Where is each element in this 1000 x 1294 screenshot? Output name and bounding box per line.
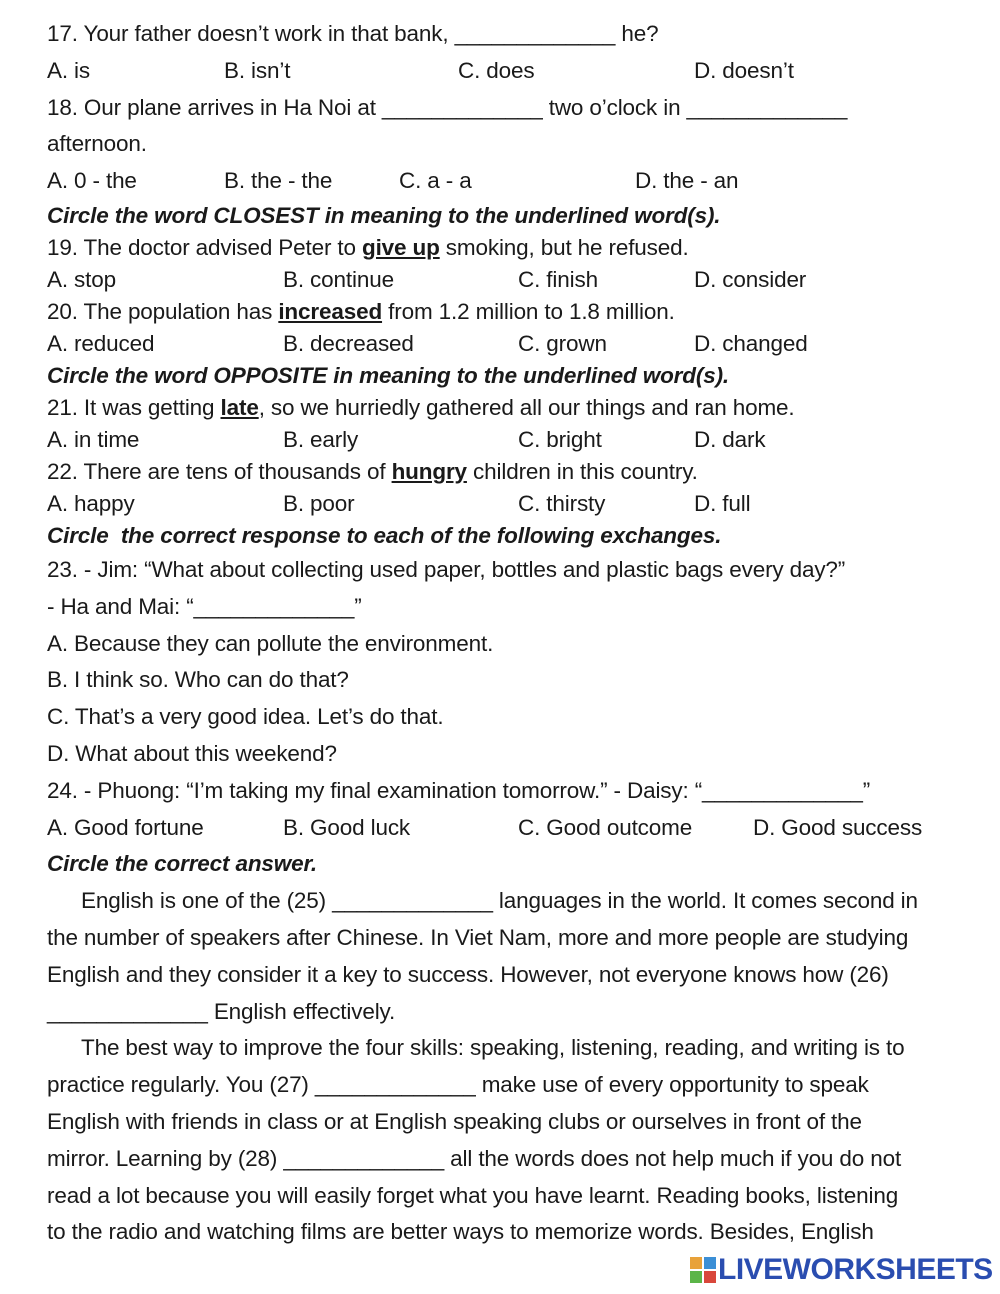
passage-line: English and they consider it a key to success. However, not everyone knows how (26): [47, 961, 889, 987]
liveworksheets-logo: [690, 1252, 993, 1288]
passage-line: read a lot because you will easily forget what you have learnt. Reading books, listening: [47, 1182, 899, 1208]
passage-paragraph-2: [47, 1030, 982, 1251]
q22-underlined: hungry: [391, 458, 467, 484]
q17-option-c[interactable]: C. does: [458, 57, 535, 83]
q20-option-d[interactable]: D. changed: [694, 330, 808, 356]
q21-underlined: late: [220, 394, 259, 420]
passage-line: practice regularly. You (27) _____________ make use of every opportunity to speak: [47, 1072, 869, 1098]
q18-option-c[interactable]: C. a - a: [399, 168, 472, 194]
q18-options: [47, 163, 982, 200]
passage-line: the number of speakers after Chinese. In Viet Nam, more and more people are studying: [47, 924, 909, 950]
q22-before: 22. There are tens of thousands of: [47, 458, 392, 484]
q17-option-d[interactable]: D. doesn’t: [694, 57, 794, 83]
q18-stem-line1: 18. Our plane arrives in Ha Noi at _____________ two o’clock in _____________: [47, 94, 848, 120]
q24-stem: 24. - Phuong: “I’m taking my final examination tomorrow.” - Daisy: “_____________”: [47, 777, 871, 803]
passage-line: mirror. Learning by (28) _____________ all the words does not help much if you do not: [47, 1145, 902, 1171]
q19-after: smoking, but he refused.: [439, 234, 689, 260]
q20-before: 20. The population has: [47, 298, 279, 324]
q19-options: [47, 264, 982, 296]
q20-after: from 1.2 million to 1.8 million.: [382, 298, 675, 324]
q21-options: [47, 424, 982, 456]
q22-stem: [47, 456, 982, 488]
passage-paragraph-1: [47, 883, 982, 1030]
passage-line: The best way to improve the four skills: speaking, listening, reading, and writing is to: [81, 1035, 905, 1061]
q19-option-a[interactable]: A. stop: [47, 266, 116, 292]
q18-option-b[interactable]: B. the - the: [224, 168, 333, 194]
q24-option-b[interactable]: B. Good luck: [283, 814, 411, 840]
q20-stem: [47, 296, 982, 328]
heading-opposite: Circle the word OPPOSITE in meaning to the underlined word(s).: [47, 362, 730, 388]
q22-option-c[interactable]: C. thirsty: [518, 490, 606, 516]
q17-option-b[interactable]: B. isn’t: [224, 57, 291, 83]
q22-option-b[interactable]: B. poor: [283, 490, 355, 516]
q24-option-d[interactable]: D. Good success: [753, 814, 923, 840]
liveworksheets-logo-text: LIVEWORKSHEETS: [718, 1253, 993, 1286]
q22-after: children in this country.: [466, 458, 698, 484]
q21-option-c[interactable]: C. bright: [518, 426, 602, 452]
q20-option-c[interactable]: C. grown: [518, 330, 607, 356]
q23-line1: 23. - Jim: “What about collecting used paper, bottles and plastic bags every day?”: [47, 556, 846, 582]
q21-stem: [47, 392, 982, 424]
q20-option-a[interactable]: A. reduced: [47, 330, 155, 356]
q17-options: [47, 53, 982, 90]
heading-response: Circle the correct response to each of the following exchanges.: [47, 522, 722, 548]
q21-option-d[interactable]: D. dark: [694, 426, 766, 452]
q19-option-d[interactable]: D. consider: [694, 266, 807, 292]
q23-option-b[interactable]: B. I think so. Who can do that?: [47, 667, 349, 693]
q22-option-d[interactable]: D. full: [694, 490, 751, 516]
q21-after: , so we hurriedly gathered all our things and ran home.: [258, 394, 795, 420]
q24-option-a[interactable]: A. Good fortune: [47, 814, 204, 840]
q19-option-c[interactable]: C. finish: [518, 266, 598, 292]
q22-options: [47, 488, 982, 520]
q20-underlined: increased: [278, 298, 383, 324]
worksheet: [47, 16, 982, 1251]
q20-option-b[interactable]: B. decreased: [283, 330, 414, 356]
q19-before: 19. The doctor advised Peter to: [47, 234, 362, 260]
heading-answer: Circle the correct answer.: [47, 851, 317, 877]
q21-option-b[interactable]: B. early: [283, 426, 359, 452]
liveworksheets-logo-icon: [690, 1257, 716, 1283]
q23-option-d[interactable]: D. What about this weekend?: [47, 740, 337, 766]
passage-line: English with friends in class or at English speaking clubs or ourselves in front of the: [47, 1108, 862, 1134]
q21-before: 21. It was getting: [47, 394, 221, 420]
q24-option-c[interactable]: C. Good outcome: [518, 814, 693, 840]
q17-option-a[interactable]: A. is: [47, 57, 91, 83]
passage-line: to the radio and watching films are better ways to memorize words. Besides, English: [47, 1219, 874, 1245]
q24-options: [47, 810, 982, 847]
q18-stem-line2: afternoon.: [47, 131, 147, 157]
passage-line: English is one of the (25) _____________ languages in the world. It comes second in: [81, 888, 918, 914]
q20-options: [47, 328, 982, 360]
q18-option-d[interactable]: D. the - an: [635, 168, 739, 194]
passage-line: _____________ English effectively.: [47, 998, 396, 1024]
q19-stem: [47, 232, 982, 264]
q19-underlined: give up: [361, 234, 440, 260]
q19-option-b[interactable]: B. continue: [283, 266, 394, 292]
q23-option-c[interactable]: C. That’s a very good idea. Let’s do that.: [47, 704, 444, 730]
q21-option-a[interactable]: A. in time: [47, 426, 140, 452]
q17-stem: 17. Your father doesn’t work in that bank, _____________ he?: [47, 21, 659, 46]
q23-line2: - Ha and Mai: “_____________”: [47, 593, 362, 619]
q22-option-a[interactable]: A. happy: [47, 490, 135, 516]
q23-option-a[interactable]: A. Because they can pollute the environment.: [47, 630, 494, 656]
q18-option-a[interactable]: A. 0 - the: [47, 168, 137, 194]
heading-closest: Circle the word CLOSEST in meaning to the underlined word(s).: [47, 202, 721, 228]
